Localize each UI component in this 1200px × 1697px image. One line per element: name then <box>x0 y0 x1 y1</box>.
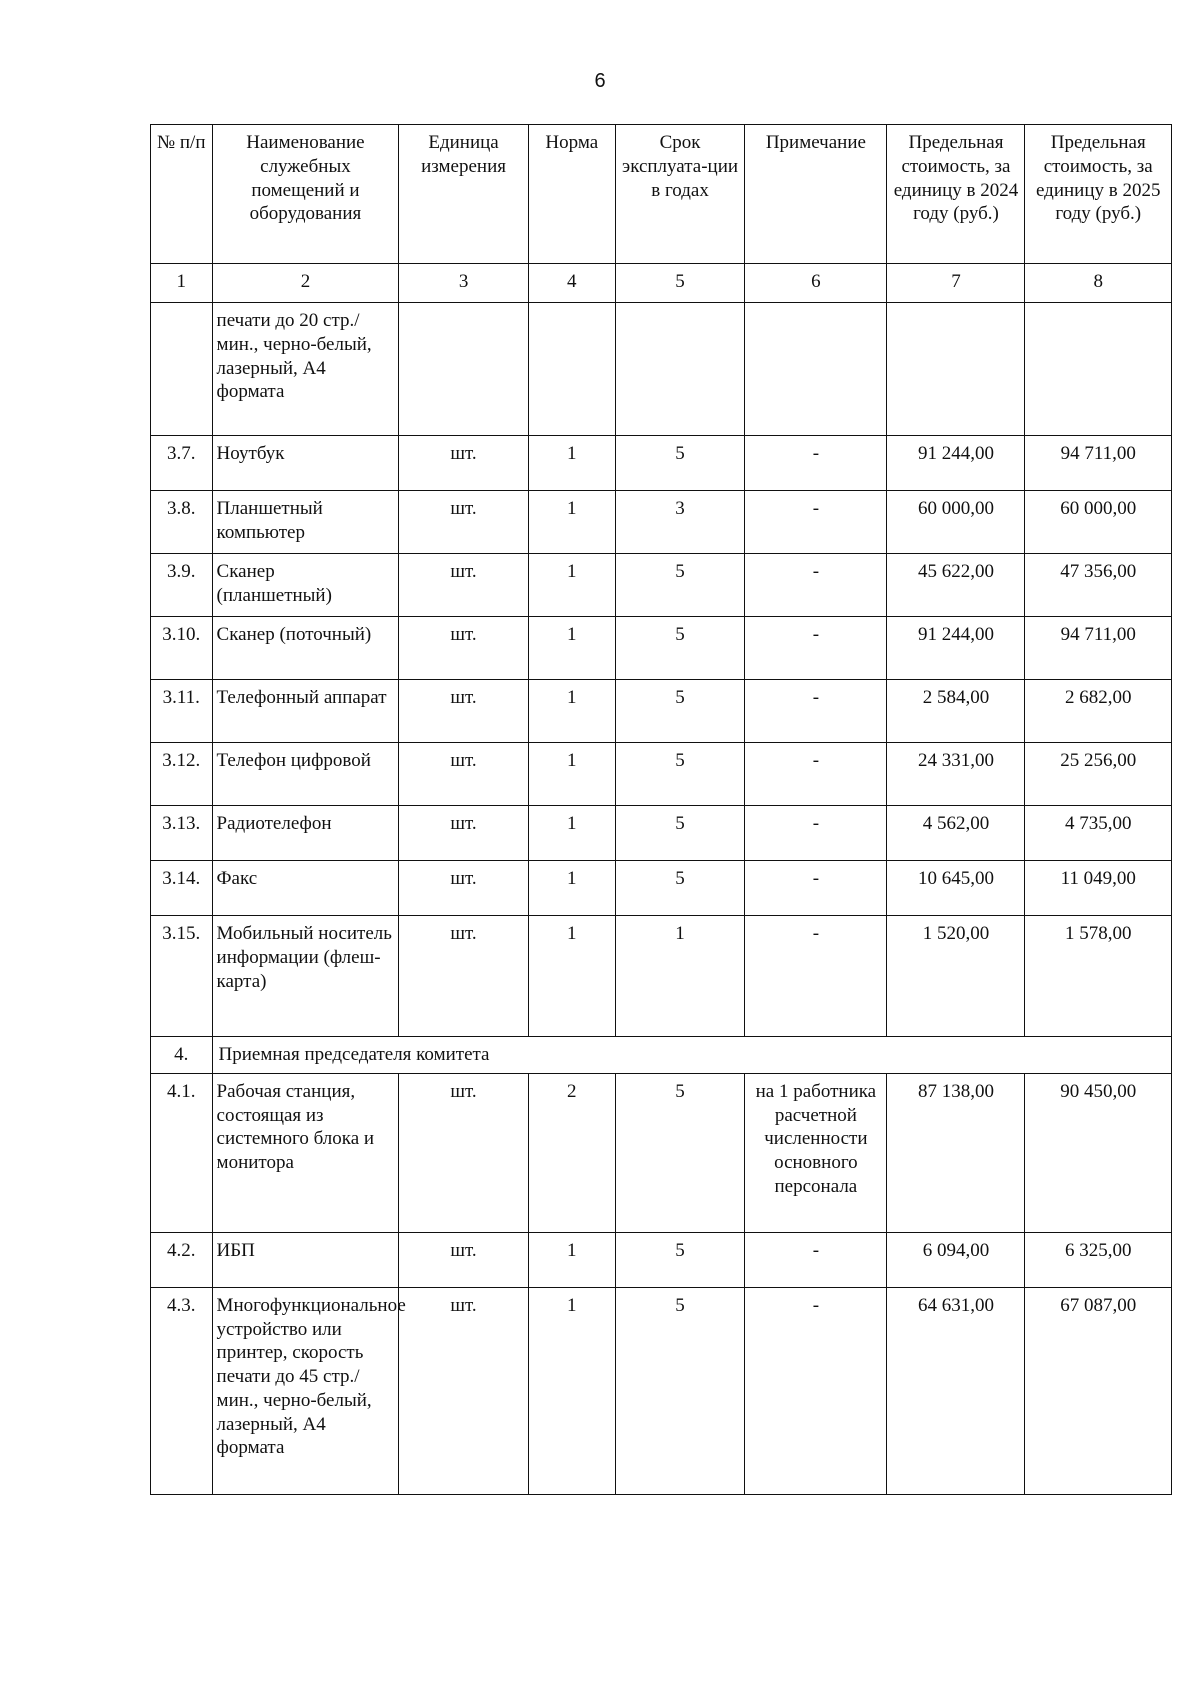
cell-norm: 1 <box>528 1232 615 1287</box>
cell-unit: шт. <box>399 861 528 916</box>
cell-no <box>151 303 213 436</box>
cell-price-2024: 4 562,00 <box>887 806 1025 861</box>
cell-no: 3.10. <box>151 617 213 680</box>
column-number: 6 <box>745 264 887 303</box>
cell-norm: 1 <box>528 916 615 1037</box>
cell-note: - <box>745 1287 887 1494</box>
cell-unit: шт. <box>399 916 528 1037</box>
cell-price-2025: 6 325,00 <box>1025 1232 1172 1287</box>
cell-price-2024: 87 138,00 <box>887 1073 1025 1232</box>
cell-price-2024: 1 520,00 <box>887 916 1025 1037</box>
cell-norm <box>528 303 615 436</box>
table-row <box>151 680 1172 743</box>
cell-name: Рабочая станция, состоящая из системного блока и монитора <box>212 1073 399 1232</box>
header-row <box>151 125 1172 264</box>
cell-unit <box>399 303 528 436</box>
cell-norm: 1 <box>528 861 615 916</box>
table-row <box>151 861 1172 916</box>
column-number: 3 <box>399 264 528 303</box>
column-number: 1 <box>151 264 213 303</box>
cell-name: Сканер (планшетный) <box>212 554 399 617</box>
cell-unit: шт. <box>399 554 528 617</box>
cell-note: - <box>745 436 887 491</box>
cell-price-2025: 90 450,00 <box>1025 1073 1172 1232</box>
column-number: 8 <box>1025 264 1172 303</box>
cell-price-2024: 6 094,00 <box>887 1232 1025 1287</box>
cell-price-2025: 4 735,00 <box>1025 806 1172 861</box>
cell-norm: 1 <box>528 617 615 680</box>
cell-name: Мобильный носитель информации (флеш-карта) <box>212 916 399 1037</box>
table-row <box>151 491 1172 554</box>
cell-price-2025: 2 682,00 <box>1025 680 1172 743</box>
cell-unit: шт. <box>399 1287 528 1494</box>
column-number-row <box>151 264 1172 303</box>
cell-name: Телефон цифровой <box>212 743 399 806</box>
cell-price-2025: 94 711,00 <box>1025 617 1172 680</box>
header-unit: Единица измерения <box>399 125 528 264</box>
cell-price-2025 <box>1025 303 1172 436</box>
cell-note: на 1 работника расчетной численности основного персонала <box>745 1073 887 1232</box>
header-name: Наименование служебных помещений и оборудования <box>212 125 399 264</box>
cell-name: Факс <box>212 861 399 916</box>
header-note: Примечание <box>745 125 887 264</box>
cell-price-2024: 24 331,00 <box>887 743 1025 806</box>
cell-price-2024: 64 631,00 <box>887 1287 1025 1494</box>
cell-price-2025: 25 256,00 <box>1025 743 1172 806</box>
cell-no: 3.13. <box>151 806 213 861</box>
table-row <box>151 617 1172 680</box>
equipment-table <box>150 124 1172 1495</box>
cell-norm: 1 <box>528 491 615 554</box>
column-number: 5 <box>615 264 744 303</box>
cell-no: 3.11. <box>151 680 213 743</box>
cell-term: 3 <box>615 491 744 554</box>
cell-unit: шт. <box>399 1073 528 1232</box>
cell-term: 5 <box>615 436 744 491</box>
cell-price-2025: 94 711,00 <box>1025 436 1172 491</box>
cell-term: 5 <box>615 617 744 680</box>
cell-term: 5 <box>615 861 744 916</box>
cell-name: Многофункциональное устройство или принтер, скорость печати до 45 стр./мин., черно-белый, лазерный, А4 формата <box>212 1287 399 1494</box>
cell-note: - <box>745 1232 887 1287</box>
table-row <box>151 916 1172 1037</box>
cell-note: - <box>745 491 887 554</box>
section-row <box>151 1037 1172 1074</box>
cell-name: Ноутбук <box>212 436 399 491</box>
cell-term: 5 <box>615 806 744 861</box>
header-term: Срок эксплуата-ции в годах <box>615 125 744 264</box>
header-no: № п/п <box>151 125 213 264</box>
cell-no: 3.9. <box>151 554 213 617</box>
cell-no: 4.2. <box>151 1232 213 1287</box>
cell-unit: шт. <box>399 1232 528 1287</box>
cell-price-2025: 47 356,00 <box>1025 554 1172 617</box>
cell-name: Телефонный аппарат <box>212 680 399 743</box>
cell-norm: 1 <box>528 806 615 861</box>
cell-norm: 2 <box>528 1073 615 1232</box>
header-norm: Норма <box>528 125 615 264</box>
cell-note: - <box>745 617 887 680</box>
column-number: 4 <box>528 264 615 303</box>
cell-term: 1 <box>615 916 744 1037</box>
cell-name: Планшетный компьютер <box>212 491 399 554</box>
column-number: 2 <box>212 264 399 303</box>
cell-unit: шт. <box>399 436 528 491</box>
cell-norm: 1 <box>528 436 615 491</box>
cell-unit: шт. <box>399 491 528 554</box>
cell-unit: шт. <box>399 617 528 680</box>
cell-no: 4.3. <box>151 1287 213 1494</box>
cell-no: 3.12. <box>151 743 213 806</box>
cell-price-2024: 60 000,00 <box>887 491 1025 554</box>
cell-name: ИБП <box>212 1232 399 1287</box>
cell-no: 3.15. <box>151 916 213 1037</box>
cell-unit: шт. <box>399 680 528 743</box>
table-row <box>151 436 1172 491</box>
cell-norm: 1 <box>528 743 615 806</box>
page-number: 6 <box>594 70 606 92</box>
cell-price-2025: 60 000,00 <box>1025 491 1172 554</box>
cell-price-2024: 45 622,00 <box>887 554 1025 617</box>
table-row <box>151 1287 1172 1494</box>
cell-unit: шт. <box>399 743 528 806</box>
cell-no: 3.8. <box>151 491 213 554</box>
cell-note: - <box>745 806 887 861</box>
section-number: 4. <box>151 1037 213 1074</box>
cell-note: - <box>745 554 887 617</box>
cell-no: 3.7. <box>151 436 213 491</box>
cell-name: печати до 20 стр./мин., черно-белый, лазерный, А4 формата <box>212 303 399 436</box>
table-row <box>151 743 1172 806</box>
cell-name: Радиотелефон <box>212 806 399 861</box>
table-row <box>151 1232 1172 1287</box>
header-price-2025: Предельная стоимость, за единицу в 2025 году (руб.) <box>1025 125 1172 264</box>
column-number: 7 <box>887 264 1025 303</box>
cell-term: 5 <box>615 680 744 743</box>
table-row <box>151 554 1172 617</box>
cell-no: 4.1. <box>151 1073 213 1232</box>
cell-price-2024: 91 244,00 <box>887 617 1025 680</box>
cell-note: - <box>745 680 887 743</box>
cell-note: - <box>745 743 887 806</box>
cell-term: 5 <box>615 1287 744 1494</box>
cell-price-2024 <box>887 303 1025 436</box>
cell-price-2025: 1 578,00 <box>1025 916 1172 1037</box>
cell-norm: 1 <box>528 680 615 743</box>
cell-term: 5 <box>615 1073 744 1232</box>
cell-term: 5 <box>615 743 744 806</box>
cell-note <box>745 303 887 436</box>
section-title: Приемная председателя комитета <box>212 1037 1171 1074</box>
cell-norm: 1 <box>528 1287 615 1494</box>
cell-note: - <box>745 861 887 916</box>
cell-price-2024: 91 244,00 <box>887 436 1025 491</box>
cell-note: - <box>745 916 887 1037</box>
cell-price-2025: 11 049,00 <box>1025 861 1172 916</box>
table-row <box>151 1073 1172 1232</box>
table-row <box>151 303 1172 436</box>
cell-term: 5 <box>615 1232 744 1287</box>
cell-term: 5 <box>615 554 744 617</box>
table-row <box>151 806 1172 861</box>
cell-price-2024: 10 645,00 <box>887 861 1025 916</box>
cell-price-2024: 2 584,00 <box>887 680 1025 743</box>
header-price-2024: Предельная стоимость, за единицу в 2024 году (руб.) <box>887 125 1025 264</box>
cell-unit: шт. <box>399 806 528 861</box>
cell-price-2025: 67 087,00 <box>1025 1287 1172 1494</box>
cell-term <box>615 303 744 436</box>
cell-norm: 1 <box>528 554 615 617</box>
cell-no: 3.14. <box>151 861 213 916</box>
cell-name: Сканер (поточный) <box>212 617 399 680</box>
